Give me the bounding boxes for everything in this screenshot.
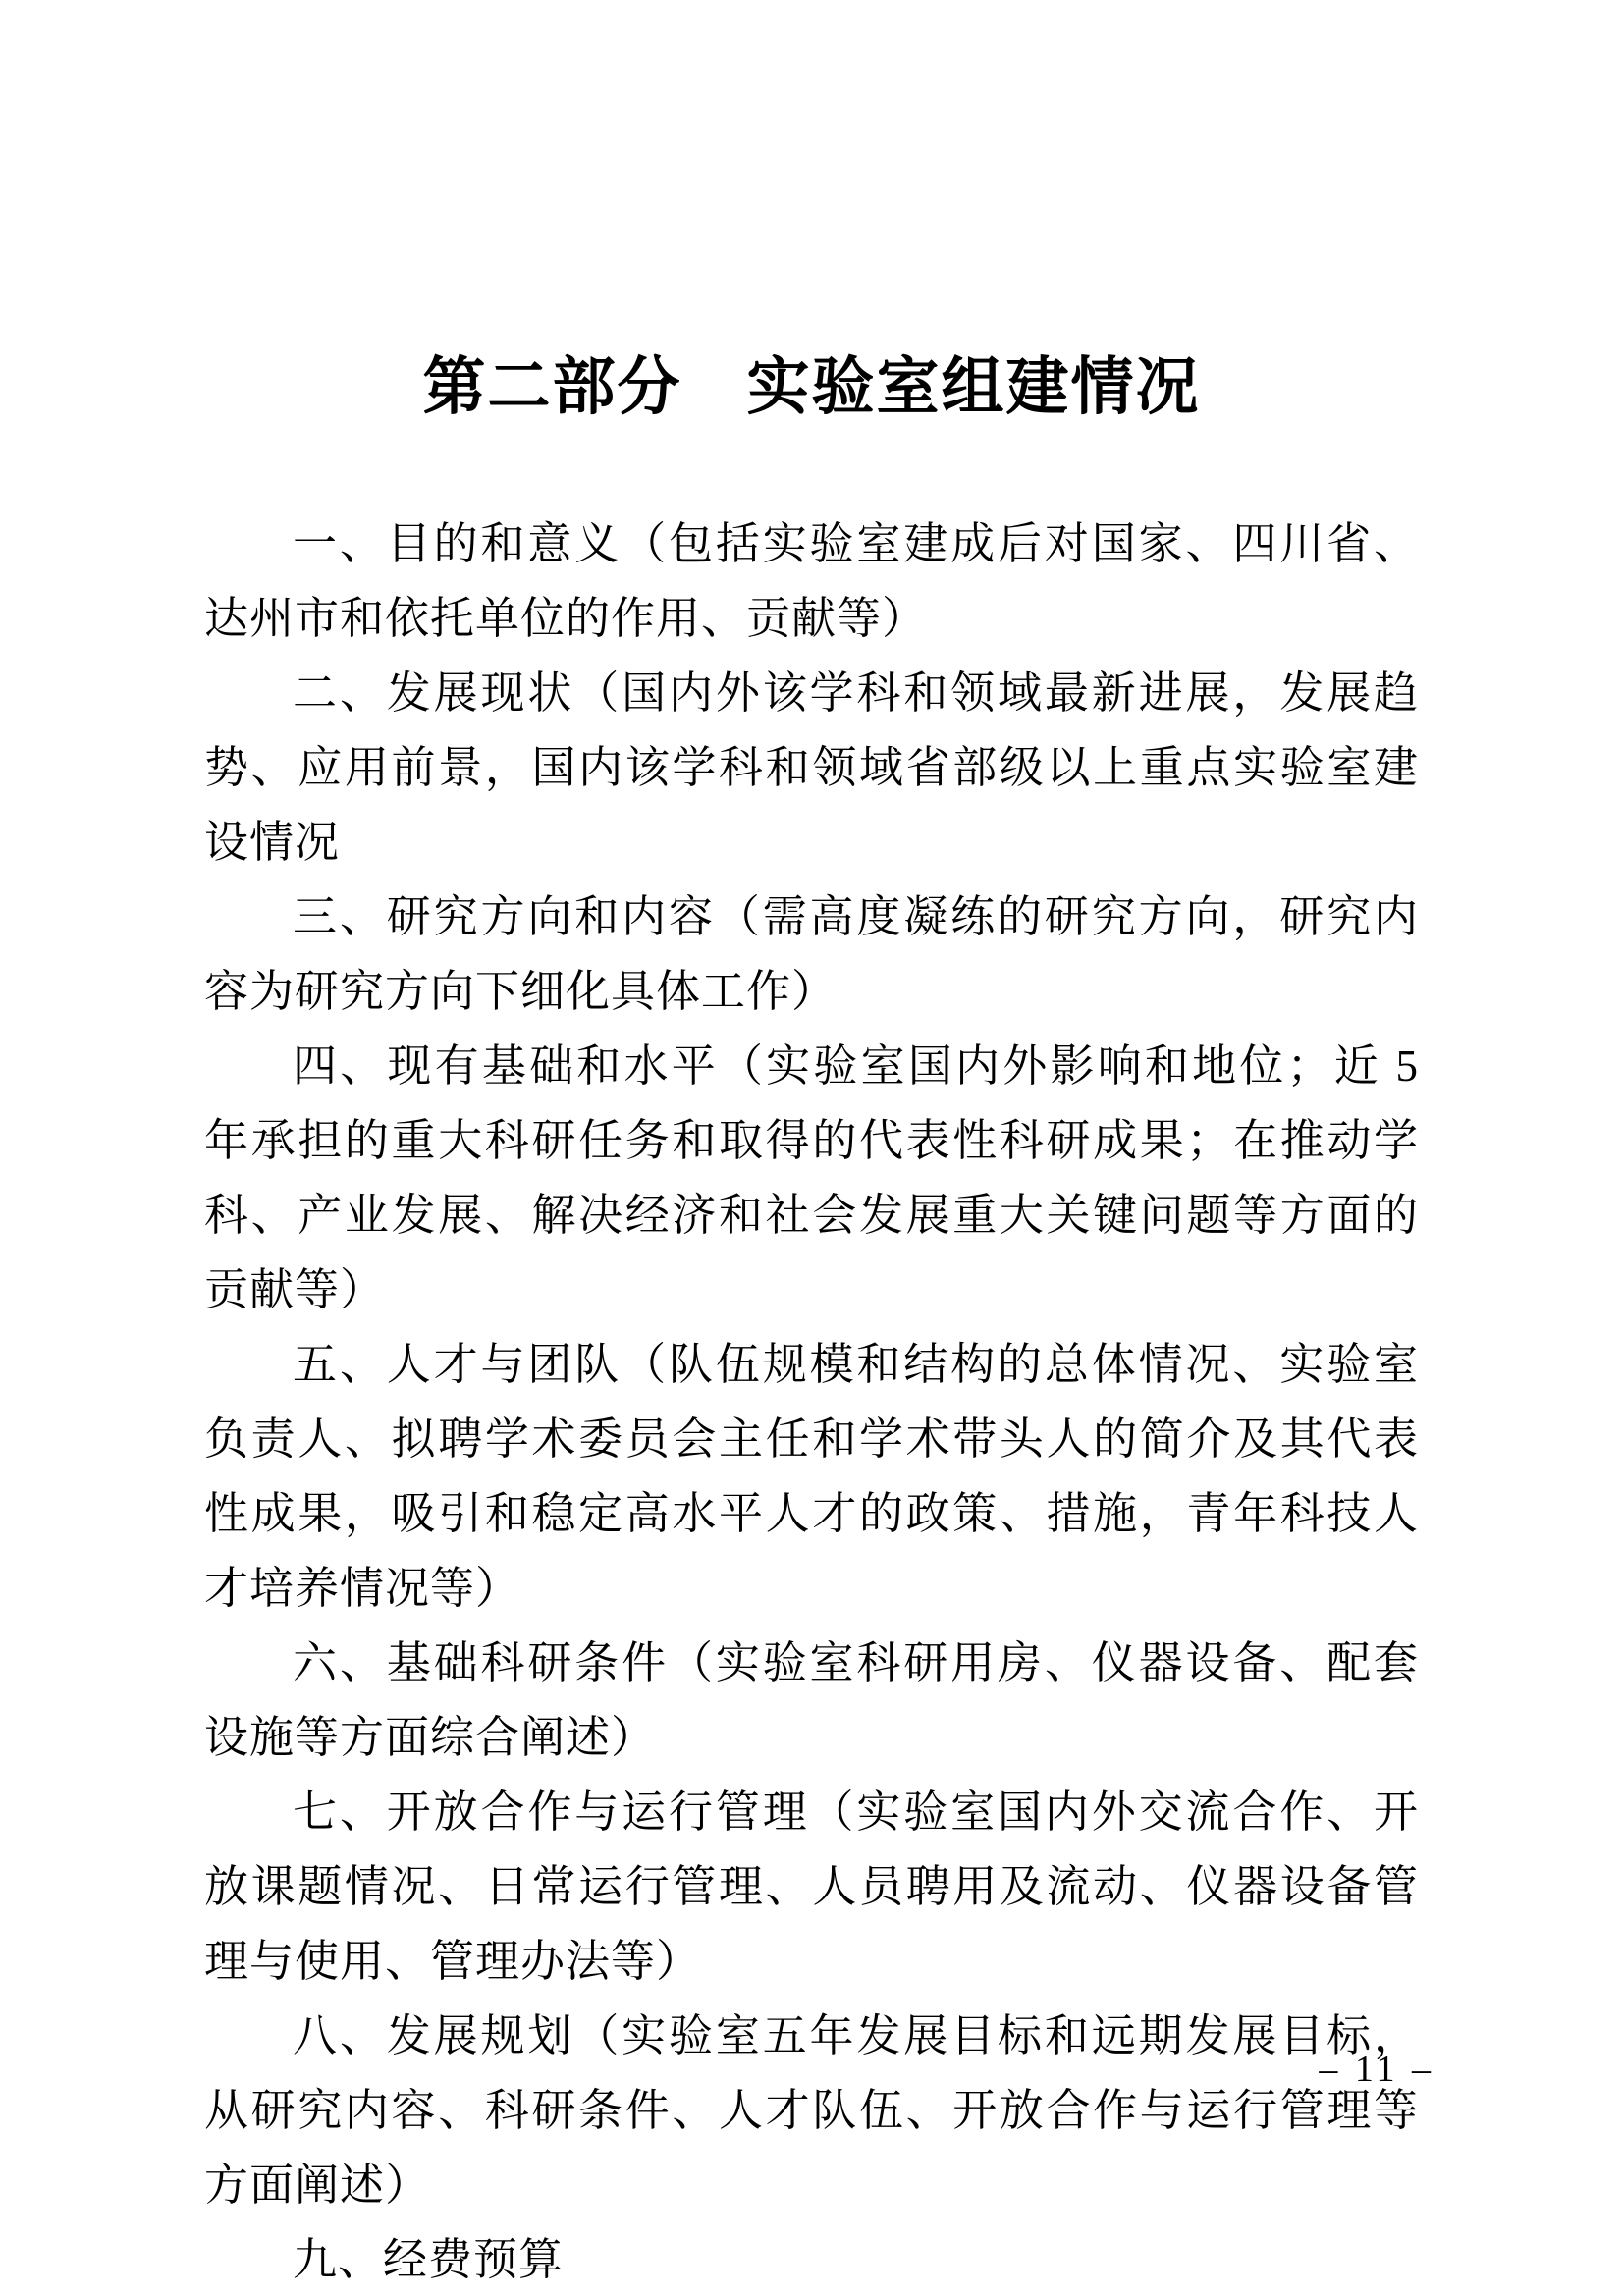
paragraph-item-4: 四、现有基础和水平（实验室国内外影响和地位；近 5 年承担的重大科研任务和取得的代表性科研成果；在推动学科、产业发展、解决经济和社会发展重大关键问题等方面的贡献等） [204, 1041, 1419, 1315]
paragraph-item-2: 二、发展现状（国内外该学科和领域最新进展，发展趋势、应用前景，国内该学科和领域省部级以上重点实验室建设情况 [204, 668, 1419, 868]
paragraph-item-7: 七、开放合作与运行管理（实验室国内外交流合作、开放课题情况、日常运行管理、人员聘用及流动、仪器设备管理与使用、管理办法等） [204, 1788, 1419, 1987]
paragraph-item-6: 六、基础科研条件（实验室科研用房、仪器设备、配套设施等方面综合阐述） [204, 1638, 1419, 1763]
page-number: – 11 – [1319, 2049, 1434, 2090]
paragraph-item-1: 一、目的和意义（包括实验室建成后对国家、四川省、达州市和依托单位的作用、贡献等） [204, 519, 1419, 644]
paragraph-item-8: 八、发展规划（实验室五年发展目标和远期发展目标，从研究内容、科研条件、人才队伍、开放合作与运行管理等方面阐述） [204, 2011, 1419, 2211]
section-body [204, 507, 1419, 2296]
paragraph-item-9: 九、经费预算 [293, 2235, 565, 2285]
paragraph-item-5: 五、人才与团队（队伍规模和结构的总体情况、实验室负责人、拟聘学术委员会主任和学术带头人的简介及其代表性成果，吸引和稳定高水平人才的政策、措施，青年科技人才培养情况等） [204, 1340, 1419, 1614]
paragraph-item-3: 三、研究方向和内容（需高度凝练的研究方向，研究内容为研究方向下细化具体工作） [204, 892, 1419, 1017]
section-title: 第二部分 实验室组建情况 [422, 352, 1201, 422]
